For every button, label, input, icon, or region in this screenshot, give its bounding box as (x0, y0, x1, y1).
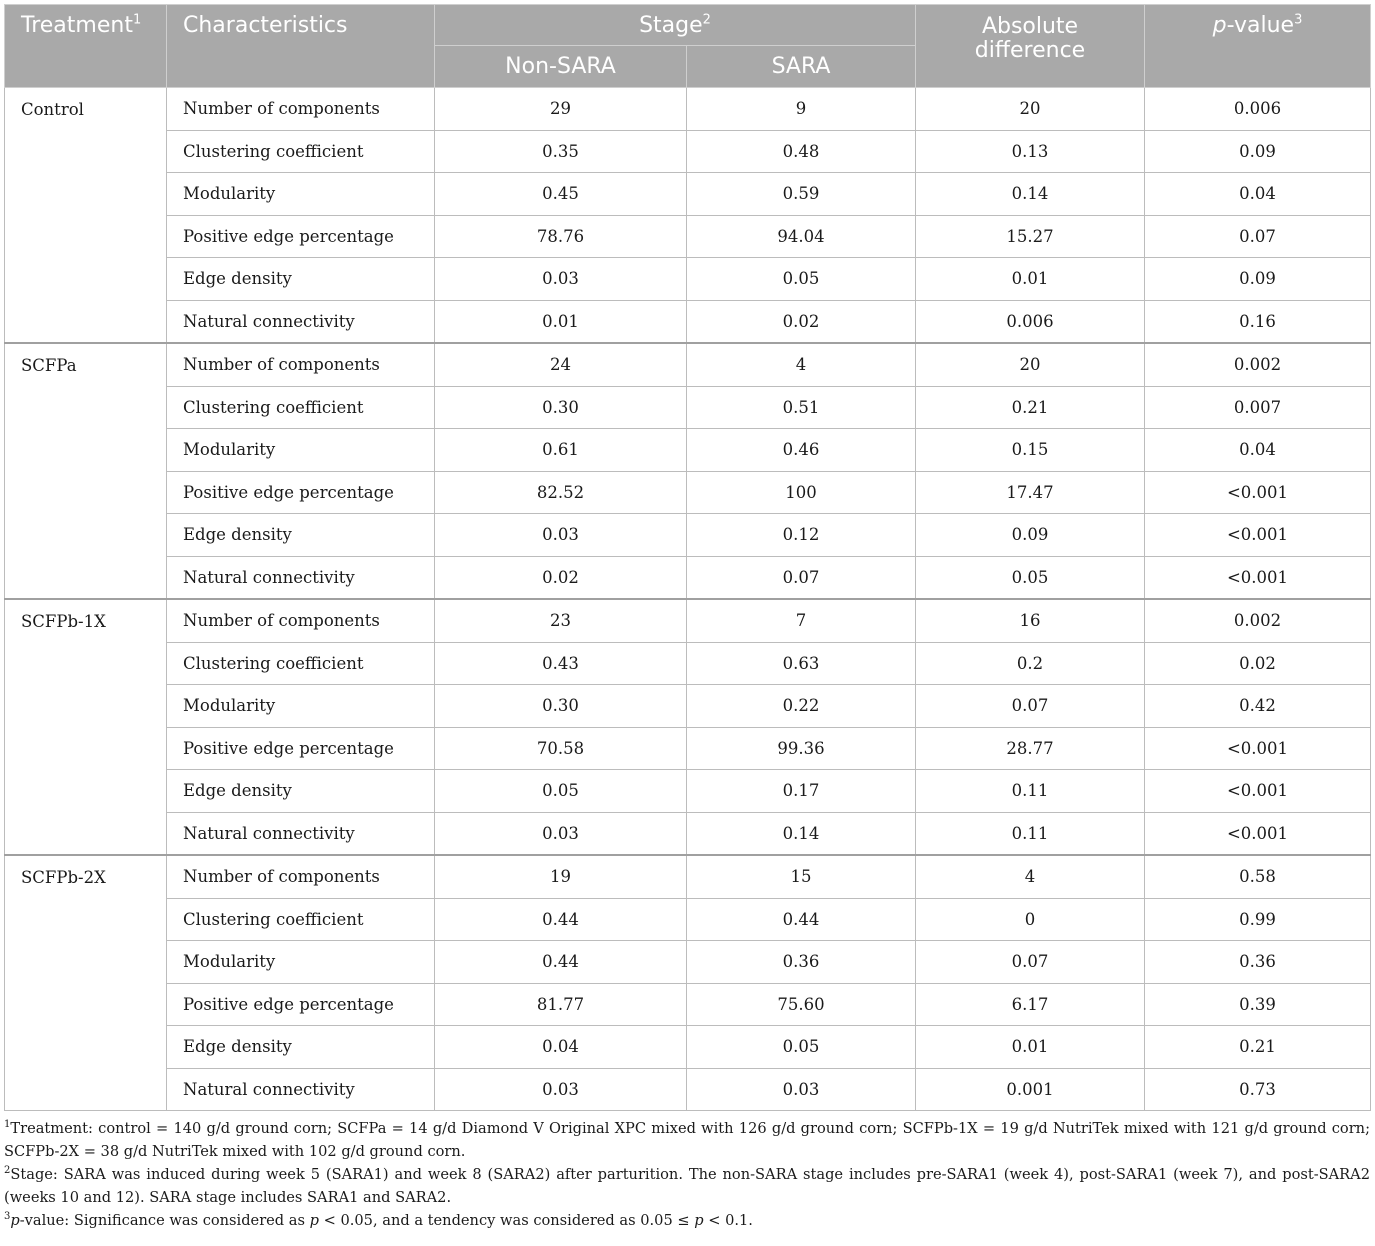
characteristic-cell: Number of components (167, 88, 435, 131)
table-row (5, 429, 1371, 472)
abs-diff-cell: 20 (916, 343, 1145, 386)
abs-diff-cell: 0.001 (916, 1068, 1145, 1111)
p-value-cell: 0.002 (1145, 343, 1371, 386)
table-row (5, 855, 1371, 898)
table-row (5, 1068, 1371, 1111)
p-value-cell: 0.09 (1145, 258, 1371, 301)
p-value-cell: 0.39 (1145, 983, 1371, 1026)
characteristic-cell: Clustering coefficient (167, 898, 435, 941)
non-sara-cell: 0.61 (435, 429, 687, 472)
abs-diff-cell: 0 (916, 898, 1145, 941)
sara-cell: 0.48 (687, 130, 916, 173)
table-row (5, 898, 1371, 941)
p-value-cell: 0.02 (1145, 642, 1371, 685)
abs-diff-cell: 0.21 (916, 386, 1145, 429)
p-value-cell: 0.21 (1145, 1026, 1371, 1069)
header-p-value: p-value$^3$ (1145, 5, 1371, 88)
sara-cell: 0.17 (687, 770, 916, 813)
treatment-cell: Control (5, 88, 167, 344)
non-sara-cell: 0.03 (435, 1068, 687, 1111)
table-row (5, 471, 1371, 514)
abs-diff-cell: 0.11 (916, 812, 1145, 855)
abs-diff-cell: 0.07 (916, 941, 1145, 984)
table-container (4, 4, 1370, 1232)
characteristic-cell: Number of components (167, 599, 435, 642)
table-row (5, 642, 1371, 685)
abs-diff-cell: 28.77 (916, 727, 1145, 770)
non-sara-cell: 0.45 (435, 173, 687, 216)
characteristic-cell: Modularity (167, 941, 435, 984)
non-sara-cell: 0.30 (435, 685, 687, 728)
footnote-3: $^3$p-value: Significance was considered as p < 0.05, and a tendency was considered as 0.05 ≤ p < 0.1. (4, 1211, 753, 1229)
p-value-cell: 0.09 (1145, 130, 1371, 173)
sara-cell: 75.60 (687, 983, 916, 1026)
abs-diff-cell: 6.17 (916, 983, 1145, 1026)
characteristic-cell: Clustering coefficient (167, 642, 435, 685)
sara-cell: 0.22 (687, 685, 916, 728)
characteristic-cell: Positive edge percentage (167, 471, 435, 514)
header-treatment: Treatment$^1$ (5, 5, 167, 88)
sara-cell: 0.07 (687, 556, 916, 599)
sara-cell: 0.59 (687, 173, 916, 216)
non-sara-cell: 81.77 (435, 983, 687, 1026)
table-row (5, 599, 1371, 642)
p-value-cell: 0.006 (1145, 88, 1371, 131)
non-sara-cell: 0.03 (435, 258, 687, 301)
abs-diff-cell: 17.47 (916, 471, 1145, 514)
non-sara-cell: 0.03 (435, 514, 687, 557)
characteristic-cell: Clustering coefficient (167, 130, 435, 173)
characteristic-cell: Modularity (167, 429, 435, 472)
p-value-cell: 0.07 (1145, 215, 1371, 258)
table-row (5, 812, 1371, 855)
footnote-2: $^2$Stage: SARA was induced during week 5 (SARA1) and week 8 (SARA2) after parturition. The non-SARA stage includes pre-SARA1 (week 4), post-SARA1 (week 7), and post-SARA2 (weeks 10 and 12). SARA stage includes SARA1 and SARA2. (4, 1165, 1370, 1206)
p-value-cell: <0.001 (1145, 556, 1371, 599)
p-value-cell: 0.73 (1145, 1068, 1371, 1111)
sara-cell: 0.46 (687, 429, 916, 472)
table-row (5, 727, 1371, 770)
non-sara-cell: 70.58 (435, 727, 687, 770)
table-row (5, 770, 1371, 813)
characteristic-cell: Number of components (167, 855, 435, 898)
p-value-cell: <0.001 (1145, 812, 1371, 855)
sara-cell: 0.63 (687, 642, 916, 685)
p-value-cell: 0.58 (1145, 855, 1371, 898)
abs-diff-cell: 0.006 (916, 300, 1145, 343)
footnote-1: $^1$Treatment: control = 140 g/d ground corn; SCFPa = 14 g/d Diamond V Original XPC mixed with 126 g/d ground corn; SCFPb-1X = 19 g/d NutriTek mixed with 121 g/d ground corn; SCFPb-2X = 38 g/d NutriTek mixed with 102 g/d ground corn. (4, 1119, 1370, 1160)
characteristic-cell: Modularity (167, 685, 435, 728)
abs-diff-cell: 0.07 (916, 685, 1145, 728)
abs-diff-cell: 20 (916, 88, 1145, 131)
characteristic-cell: Modularity (167, 173, 435, 216)
header-stage: Stage$^2$ (435, 5, 916, 46)
sara-cell: 9 (687, 88, 916, 131)
characteristic-cell: Natural connectivity (167, 812, 435, 855)
sara-cell: 15 (687, 855, 916, 898)
characteristic-cell: Natural connectivity (167, 1068, 435, 1111)
characteristic-cell: Positive edge percentage (167, 983, 435, 1026)
table-row (5, 300, 1371, 343)
sara-cell: 0.02 (687, 300, 916, 343)
abs-diff-cell: 16 (916, 599, 1145, 642)
footnotes (4, 1117, 1370, 1232)
non-sara-cell: 0.03 (435, 812, 687, 855)
non-sara-cell: 0.02 (435, 556, 687, 599)
p-value-cell: 0.16 (1145, 300, 1371, 343)
header-characteristics: Characteristics (167, 5, 435, 88)
p-value-cell: <0.001 (1145, 727, 1371, 770)
sara-cell: 94.04 (687, 215, 916, 258)
sara-cell: 0.36 (687, 941, 916, 984)
characteristic-cell: Positive edge percentage (167, 215, 435, 258)
treatment-cell: SCFPb-1X (5, 599, 167, 855)
characteristic-cell: Positive edge percentage (167, 727, 435, 770)
sara-cell: 100 (687, 471, 916, 514)
p-value-cell: 0.42 (1145, 685, 1371, 728)
non-sara-cell: 82.52 (435, 471, 687, 514)
non-sara-cell: 0.01 (435, 300, 687, 343)
abs-diff-cell: 0.09 (916, 514, 1145, 557)
header-sara: SARA (687, 46, 916, 88)
characteristic-cell: Natural connectivity (167, 300, 435, 343)
abs-diff-cell: 0.14 (916, 173, 1145, 216)
sara-cell: 0.03 (687, 1068, 916, 1111)
table-row (5, 386, 1371, 429)
non-sara-cell: 0.04 (435, 1026, 687, 1069)
non-sara-cell: 29 (435, 88, 687, 131)
table-row (5, 343, 1371, 386)
table-row (5, 215, 1371, 258)
p-value-cell: 0.04 (1145, 173, 1371, 216)
header-absolute-difference: Absolute difference (916, 5, 1145, 88)
p-value-cell: 0.007 (1145, 386, 1371, 429)
non-sara-cell: 23 (435, 599, 687, 642)
table-row (5, 1026, 1371, 1069)
sara-cell: 99.36 (687, 727, 916, 770)
sara-cell: 0.05 (687, 258, 916, 301)
sara-cell: 4 (687, 343, 916, 386)
table-row (5, 941, 1371, 984)
abs-diff-cell: 0.2 (916, 642, 1145, 685)
table-row (5, 130, 1371, 173)
non-sara-cell: 19 (435, 855, 687, 898)
abs-diff-cell: 0.15 (916, 429, 1145, 472)
results-table (4, 4, 1371, 1111)
sara-cell: 0.51 (687, 386, 916, 429)
table-row (5, 258, 1371, 301)
non-sara-cell: 78.76 (435, 215, 687, 258)
p-value-cell: 0.002 (1145, 599, 1371, 642)
treatment-cell: SCFPb-2X (5, 855, 167, 1111)
non-sara-cell: 24 (435, 343, 687, 386)
table-row (5, 983, 1371, 1026)
abs-diff-cell: 4 (916, 855, 1145, 898)
non-sara-cell: 0.44 (435, 898, 687, 941)
abs-diff-cell: 0.13 (916, 130, 1145, 173)
p-value-cell: <0.001 (1145, 770, 1371, 813)
header-non-sara: Non-SARA (435, 46, 687, 88)
characteristic-cell: Edge density (167, 514, 435, 557)
non-sara-cell: 0.43 (435, 642, 687, 685)
characteristic-cell: Edge density (167, 258, 435, 301)
p-value-cell: 0.04 (1145, 429, 1371, 472)
non-sara-cell: 0.35 (435, 130, 687, 173)
p-value-cell: 0.99 (1145, 898, 1371, 941)
characteristic-cell: Edge density (167, 1026, 435, 1069)
p-value-cell: <0.001 (1145, 514, 1371, 557)
p-value-cell: 0.36 (1145, 941, 1371, 984)
table-row (5, 685, 1371, 728)
abs-diff-cell: 0.01 (916, 258, 1145, 301)
characteristic-cell: Number of components (167, 343, 435, 386)
p-value-cell: <0.001 (1145, 471, 1371, 514)
table-row (5, 514, 1371, 557)
treatment-cell: SCFPa (5, 343, 167, 599)
non-sara-cell: 0.30 (435, 386, 687, 429)
sara-cell: 0.05 (687, 1026, 916, 1069)
table-body (5, 88, 1371, 1111)
sara-cell: 0.14 (687, 812, 916, 855)
table-header (5, 5, 1371, 88)
abs-diff-cell: 0.01 (916, 1026, 1145, 1069)
table-row (5, 556, 1371, 599)
characteristic-cell: Edge density (167, 770, 435, 813)
sara-cell: 7 (687, 599, 916, 642)
table-row (5, 173, 1371, 216)
sara-cell: 0.44 (687, 898, 916, 941)
sara-cell: 0.12 (687, 514, 916, 557)
non-sara-cell: 0.44 (435, 941, 687, 984)
table-row (5, 88, 1371, 131)
non-sara-cell: 0.05 (435, 770, 687, 813)
abs-diff-cell: 0.05 (916, 556, 1145, 599)
characteristic-cell: Clustering coefficient (167, 386, 435, 429)
characteristic-cell: Natural connectivity (167, 556, 435, 599)
abs-diff-cell: 0.11 (916, 770, 1145, 813)
abs-diff-cell: 15.27 (916, 215, 1145, 258)
